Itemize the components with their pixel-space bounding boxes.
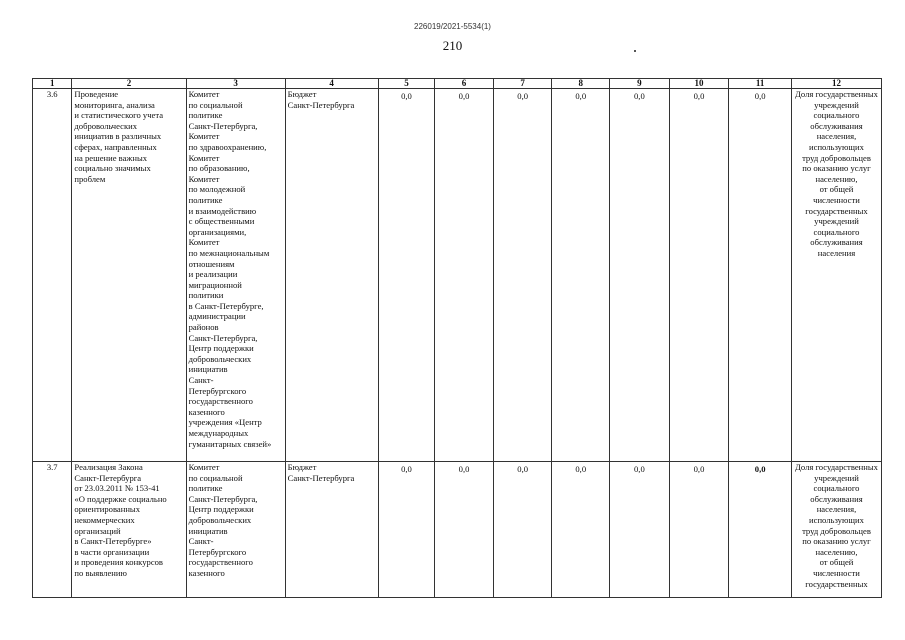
cell-line: учреждений <box>814 216 859 227</box>
activity-cell <box>72 462 186 598</box>
cell-line: государственного <box>188 396 253 407</box>
value-cell: 0,0 <box>378 89 435 462</box>
document-id: 226019/2021-5534(1) <box>414 22 491 31</box>
cell-line: населения <box>817 247 856 258</box>
cell-line: казенного <box>188 567 225 578</box>
cell-line: организациями, <box>188 226 247 237</box>
col-header: 10 <box>669 79 729 89</box>
funding-source-cell <box>285 462 378 598</box>
cell-line: в Санкт-Петербурге, <box>188 300 264 311</box>
cell-line: Санкт-Петербурга <box>287 99 355 110</box>
cell-line: обслуживания <box>810 120 863 131</box>
cell-line: населению, <box>815 173 858 184</box>
cell-line: Санкт-Петербурга, <box>188 120 258 131</box>
cell-line: государственных <box>805 578 868 589</box>
cell-line: государственных <box>805 205 868 216</box>
value-cell: 0,0 <box>552 89 610 462</box>
cell-line: населения, <box>816 131 857 142</box>
cell-line: и статистического учета <box>74 110 164 121</box>
cell-line: политике <box>188 110 223 121</box>
scan-speck <box>634 50 636 52</box>
col-header: 8 <box>552 79 610 89</box>
cell-line: Доля государственных <box>795 89 878 99</box>
activity-cell <box>72 89 186 462</box>
header-row <box>33 79 882 89</box>
cell-line: международных <box>188 428 249 438</box>
cell-line: политике <box>188 194 223 205</box>
cell-line: добровольческих <box>188 514 252 525</box>
cell-line: Санкт-Петербурга, <box>188 493 258 504</box>
cell-line: с общественными <box>188 216 255 227</box>
cell-line: по молодежной <box>188 184 246 195</box>
value-cell: 0,0 <box>669 462 729 598</box>
cell-line: в части организации <box>74 546 150 557</box>
cell-line: от общей <box>819 557 854 568</box>
row-number: 3.7 <box>33 462 72 598</box>
cell-line: численности <box>813 567 860 578</box>
value-cell: 0,0 <box>729 462 792 598</box>
cell-line: Комитет <box>188 131 220 142</box>
value-cell: 0,0 <box>378 462 435 598</box>
table-row <box>33 89 882 462</box>
cell-line: добровольческих <box>74 120 138 131</box>
cell-line: инициатив в различных <box>74 131 162 142</box>
col-header: 3 <box>186 79 285 89</box>
cell-line: по оказанию услуг <box>802 536 871 547</box>
cell-line: по социальной <box>188 472 243 483</box>
cell-line: Санкт-Петербурга, <box>188 332 258 343</box>
program-table <box>32 78 882 598</box>
cell-line: по выявлению <box>74 567 127 578</box>
cell-line: Центр поддержки <box>188 504 254 515</box>
col-header: 1 <box>33 79 72 89</box>
cell-line: инициатив <box>188 364 228 375</box>
value-cell: 0,0 <box>669 89 729 462</box>
cell-line: Санкт-Петербурга <box>74 472 142 483</box>
cell-line: обслуживания <box>810 493 863 504</box>
cell-line: Центр поддержки <box>188 343 254 354</box>
cell-line: Доля государственных <box>795 462 878 472</box>
col-header: 4 <box>285 79 378 89</box>
col-header: 6 <box>435 79 494 89</box>
cell-line: ориентированных <box>74 504 140 515</box>
cell-line: Бюджет <box>287 89 317 99</box>
cell-line: труд добровольцев <box>802 525 871 536</box>
cell-line: сферах, направленных <box>74 141 157 152</box>
cell-line: учреждений <box>814 99 859 110</box>
funding-source-cell <box>285 89 378 462</box>
cell-line: труд добровольцев <box>802 152 871 163</box>
col-header: 9 <box>610 79 670 89</box>
value-cell: 0,0 <box>493 462 552 598</box>
cell-line: населению, <box>815 546 858 557</box>
cell-line: от общей <box>819 184 854 195</box>
cell-line: отношениям <box>188 258 235 269</box>
cell-line: Комитет <box>188 237 220 248</box>
col-header: 5 <box>378 79 435 89</box>
cell-line: Бюджет <box>287 462 317 472</box>
cell-line: социального <box>813 483 860 494</box>
value-cell: 0,0 <box>610 462 670 598</box>
page-number: 210 <box>442 38 463 53</box>
cell-line: Комитет <box>188 152 220 163</box>
cell-line: инициатив <box>188 525 228 536</box>
cell-line: Петербургского <box>188 546 247 557</box>
cell-line: гуманитарных связей» <box>188 438 272 449</box>
cell-line: социально значимых <box>74 163 151 174</box>
cell-line: проблем <box>74 173 106 184</box>
cell-line: «О поддержке социально <box>74 493 167 504</box>
indicator-cell <box>791 89 881 462</box>
cell-line: Санкт-Петербурга <box>287 472 355 483</box>
cell-line: учреждения «Центр <box>188 417 262 428</box>
cell-line: Санкт- <box>188 536 214 547</box>
cell-line: населения, <box>816 504 857 515</box>
cell-line: по образованию, <box>188 163 250 174</box>
value-cell: 0,0 <box>435 89 494 462</box>
cell-line: использующих <box>809 141 864 152</box>
cell-line: миграционной <box>188 279 242 290</box>
cell-line: учреждений <box>814 472 859 483</box>
cell-line: и взаимодействию <box>188 205 257 216</box>
cell-line: мониторинга, анализа <box>74 99 155 110</box>
cell-line: по оказанию услуг <box>802 163 871 174</box>
cell-line: Проведение <box>74 89 119 99</box>
cell-line: в Санкт-Петербурге» <box>74 536 152 547</box>
col-header: 11 <box>729 79 792 89</box>
cell-line: и проведения конкурсов <box>74 557 163 568</box>
value-cell: 0,0 <box>729 89 792 462</box>
value-cell: 0,0 <box>552 462 610 598</box>
indicator-cell <box>791 462 881 598</box>
cell-line: администрации <box>188 311 246 322</box>
cell-line: численности <box>813 194 860 205</box>
row-number: 3.6 <box>33 89 72 462</box>
cell-line: обслуживания <box>810 237 863 248</box>
cell-line: политики <box>188 290 224 301</box>
cell-line: Комитет <box>188 462 220 472</box>
cell-line: использующих <box>809 514 864 525</box>
cell-line: некоммерческих <box>74 514 135 525</box>
value-cell: 0,0 <box>493 89 552 462</box>
cell-line: Комитет <box>188 173 220 184</box>
cell-line: Петербургского <box>188 385 247 396</box>
col-header: 12 <box>791 79 881 89</box>
cell-line: Комитет <box>188 89 220 99</box>
cell-line: на решение важных <box>74 152 148 163</box>
cell-line: по социальной <box>188 99 243 110</box>
value-cell: 0,0 <box>435 462 494 598</box>
table-row <box>33 462 882 598</box>
cell-line: и реализации <box>188 269 238 280</box>
cell-line: казенного <box>188 406 225 417</box>
cell-line: организаций <box>74 525 121 536</box>
cell-line: Санкт- <box>188 375 214 386</box>
cell-line: добровольческих <box>188 353 252 364</box>
cell-line: Реализация Закона <box>74 462 143 472</box>
cell-line: по здравоохранению, <box>188 141 267 152</box>
cell-line: от 23.03.2011 № 153-41 <box>74 483 160 494</box>
cell-line: политике <box>188 483 223 494</box>
executors-cell <box>186 89 285 462</box>
cell-line: по межнациональным <box>188 247 270 258</box>
value-cell: 0,0 <box>610 89 670 462</box>
cell-line: социального <box>813 110 860 121</box>
executors-cell <box>186 462 285 598</box>
col-header: 2 <box>72 79 186 89</box>
cell-line: районов <box>188 322 219 333</box>
col-header: 7 <box>493 79 552 89</box>
cell-line: социального <box>813 226 860 237</box>
cell-line: государственного <box>188 557 253 568</box>
